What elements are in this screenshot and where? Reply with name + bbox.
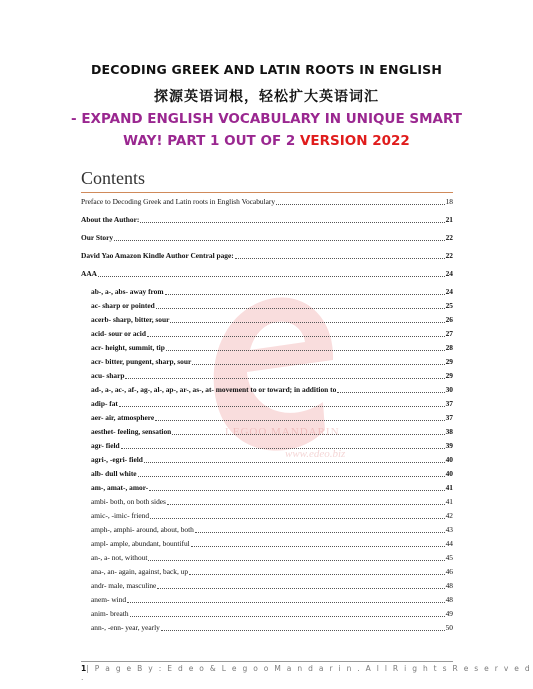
toc-entry-title: adip- fat <box>91 399 118 408</box>
document-title: DECODING GREEK AND LATIN ROOTS IN ENGLISH <box>90 62 443 77</box>
toc-entry-title: acerb- sharp, bitter, sour <box>91 315 170 324</box>
toc-entry-page: 41 <box>445 497 453 506</box>
toc-entry-title: anim- breath <box>91 609 129 618</box>
toc-entry[interactable] <box>81 268 453 280</box>
toc-entry[interactable] <box>91 426 453 438</box>
toc-entry[interactable] <box>91 454 453 466</box>
toc-entry-title: About the Author: <box>81 215 140 224</box>
toc-entry-title: acu- sharp <box>91 371 125 380</box>
toc-entry-page: 49 <box>445 609 453 618</box>
toc-dot-leader <box>191 538 445 547</box>
toc-entry-title: anem- wind <box>91 595 127 604</box>
toc-entry[interactable] <box>91 566 453 578</box>
toc-entry[interactable] <box>91 412 453 424</box>
toc-entry-title: ampl- ample, abundant, bountiful <box>91 539 190 548</box>
subtitle-line-1: - EXPAND ENGLISH VOCABULARY IN UNIQUE SMART <box>71 111 462 127</box>
toc-entry-title: an-, a- not, without <box>91 553 148 562</box>
toc-entry-title: acid- sour or acid <box>91 329 146 338</box>
footer-divider <box>81 661 453 662</box>
toc-entry-title: agr- field <box>91 441 120 450</box>
toc-dot-leader <box>121 440 445 449</box>
toc-entry-title: Preface to Decoding Greek and Latin roots in English Vocabulary <box>81 197 276 206</box>
toc-entry-title: am-, amat-, amor- <box>91 483 149 492</box>
toc-dot-leader <box>127 594 445 603</box>
toc-entry-page: 28 <box>445 343 453 352</box>
toc-entry[interactable] <box>91 580 453 592</box>
toc-entry-title: ana-, an- again, against, back, up <box>91 567 189 576</box>
toc-dot-leader <box>161 622 445 631</box>
toc-dot-leader <box>155 412 444 421</box>
toc-entry[interactable] <box>81 196 453 208</box>
toc-entry[interactable] <box>91 510 453 522</box>
contents-divider <box>81 192 453 193</box>
toc-entry-page: 40 <box>445 469 453 478</box>
toc-entry-page: 18 <box>445 197 453 206</box>
subtitle-line-2 <box>0 133 533 149</box>
toc-entry-title: ac- sharp or pointed <box>91 301 155 310</box>
toc-entry-title: acr- bitter, pungent, sharp, sour <box>91 357 192 366</box>
toc-entry-title: ann-, -enn- year, yearly <box>91 623 160 632</box>
toc-entry-page: 40 <box>445 455 453 464</box>
toc-entry-title: andr- male, masculine <box>91 581 157 590</box>
toc-dot-leader <box>192 356 444 365</box>
toc-entry[interactable] <box>91 370 453 382</box>
toc-entry-title: alb- dull white <box>91 469 137 478</box>
toc-dot-leader <box>114 232 445 241</box>
footer-text: | P a g e B y : E d e o & L e g o o M a n d a r i n . A l l R i g h t s R e s e r v e d . <box>81 664 532 682</box>
toc-dot-leader <box>156 300 445 309</box>
toc-entry-page: 24 <box>445 269 453 278</box>
toc-entry-title: ab-, a-, abs- away from <box>91 287 164 296</box>
toc-entry-title: amph-, amphi- around, about, both <box>91 525 194 534</box>
contents-heading: Contents <box>81 168 146 188</box>
toc-dot-leader <box>138 468 445 477</box>
toc-dot-leader <box>157 580 444 589</box>
toc-entry-page: 38 <box>445 427 453 436</box>
toc-dot-leader <box>149 482 444 491</box>
toc-entry[interactable] <box>91 594 453 606</box>
toc-entry[interactable] <box>91 440 453 452</box>
watermark-text: LEGOO MANDARIN <box>225 426 340 438</box>
toc-entry-title: David Yao Amazon Kindle Author Central page: <box>81 251 234 260</box>
toc-entry-page: 21 <box>445 215 453 224</box>
toc-entry-page: 46 <box>445 567 453 576</box>
toc-entry[interactable] <box>91 314 453 326</box>
toc-entry-page: 42 <box>445 511 453 520</box>
page-number: 1 <box>81 664 87 673</box>
toc-entry-title: AAA <box>81 269 98 278</box>
toc-entry-page: 43 <box>445 525 453 534</box>
toc-entry[interactable] <box>91 286 453 298</box>
toc-dot-leader <box>147 328 445 337</box>
toc-entry[interactable] <box>91 468 453 480</box>
page-footer <box>81 664 533 682</box>
toc-entry[interactable] <box>91 482 453 494</box>
toc-dot-leader <box>98 268 445 277</box>
toc-entry[interactable] <box>91 524 453 536</box>
toc-entry[interactable] <box>81 250 453 262</box>
toc-entry-page: 24 <box>445 287 453 296</box>
toc-entry[interactable] <box>91 622 453 634</box>
toc-dot-leader <box>144 454 445 463</box>
toc-entry-page: 48 <box>445 595 453 604</box>
toc-dot-leader <box>119 398 445 407</box>
toc-dot-leader <box>140 214 444 223</box>
toc-entry[interactable] <box>91 328 453 340</box>
toc-entry[interactable] <box>91 356 453 368</box>
toc-dot-leader <box>195 524 445 533</box>
toc-dot-leader <box>276 196 445 205</box>
toc-entry-page: 48 <box>445 581 453 590</box>
toc-entry[interactable] <box>91 398 453 410</box>
toc-entry-page: 44 <box>445 539 453 548</box>
toc-entry-page: 26 <box>445 315 453 324</box>
toc-entry-title: acr- height, summit, tip <box>91 343 165 352</box>
toc-entry-title: Our Story <box>81 233 114 242</box>
toc-entry[interactable] <box>81 232 453 244</box>
watermark-url: www.edeo.biz <box>285 448 346 460</box>
toc-entry[interactable] <box>91 496 453 508</box>
toc-entry-title: amic-, -imic- friend <box>91 511 150 520</box>
toc-entry[interactable] <box>91 552 453 564</box>
toc-dot-leader <box>337 384 444 393</box>
toc-entry-page: 39 <box>445 441 453 450</box>
toc-entry[interactable] <box>91 342 453 354</box>
toc-dot-leader <box>165 286 445 295</box>
toc-entry-title: aer- air, atmosphere <box>91 413 155 422</box>
toc-dot-leader <box>150 510 445 519</box>
toc-dot-leader <box>167 496 445 505</box>
toc-entry[interactable] <box>91 384 453 396</box>
toc-entry-title: ad-, a-, ac-, af-, ag-, al-, ap-, ar-, as-, at- movement to or toward; in addition to <box>91 385 337 394</box>
toc-dot-leader <box>130 608 445 617</box>
toc-entry-page: 41 <box>445 483 453 492</box>
toc-entry-page: 45 <box>445 553 453 562</box>
toc-entry-page: 30 <box>445 385 453 394</box>
toc-entry-page: 50 <box>445 623 453 632</box>
toc-entry-title: aesthet- feeling, sensation <box>91 427 172 436</box>
version-label: VERSION 2022 <box>299 133 410 149</box>
toc-entry-title: ambi- both, on both sides <box>91 497 166 506</box>
toc-entry-page: 37 <box>445 399 453 408</box>
toc-entry-page: 37 <box>445 413 453 422</box>
toc-dot-leader <box>235 250 445 259</box>
toc-entry-title: agri-, -egri- field <box>91 455 143 464</box>
subtitle-line-2-text: WAY! PART 1 OUT OF 2 <box>123 133 300 149</box>
toc-dot-leader <box>189 566 445 575</box>
toc-entry-page: 29 <box>445 357 453 366</box>
toc-dot-leader <box>172 426 444 435</box>
toc-entry-page: 22 <box>445 233 453 242</box>
toc-dot-leader <box>148 552 444 561</box>
toc-dot-leader <box>125 370 444 379</box>
toc-entry-page: 27 <box>445 329 453 338</box>
toc-entry-page: 22 <box>445 251 453 260</box>
toc-entry[interactable] <box>91 608 453 620</box>
chinese-title: 探源英语词根，轻松扩大英语词汇 <box>154 89 379 105</box>
toc-entry[interactable] <box>81 214 453 226</box>
toc-entry-page: 29 <box>445 371 453 380</box>
toc-entry-page: 25 <box>445 301 453 310</box>
toc-entry[interactable] <box>91 300 453 312</box>
toc-dot-leader <box>166 342 445 351</box>
toc-entry[interactable] <box>91 538 453 550</box>
toc-dot-leader <box>170 314 444 323</box>
